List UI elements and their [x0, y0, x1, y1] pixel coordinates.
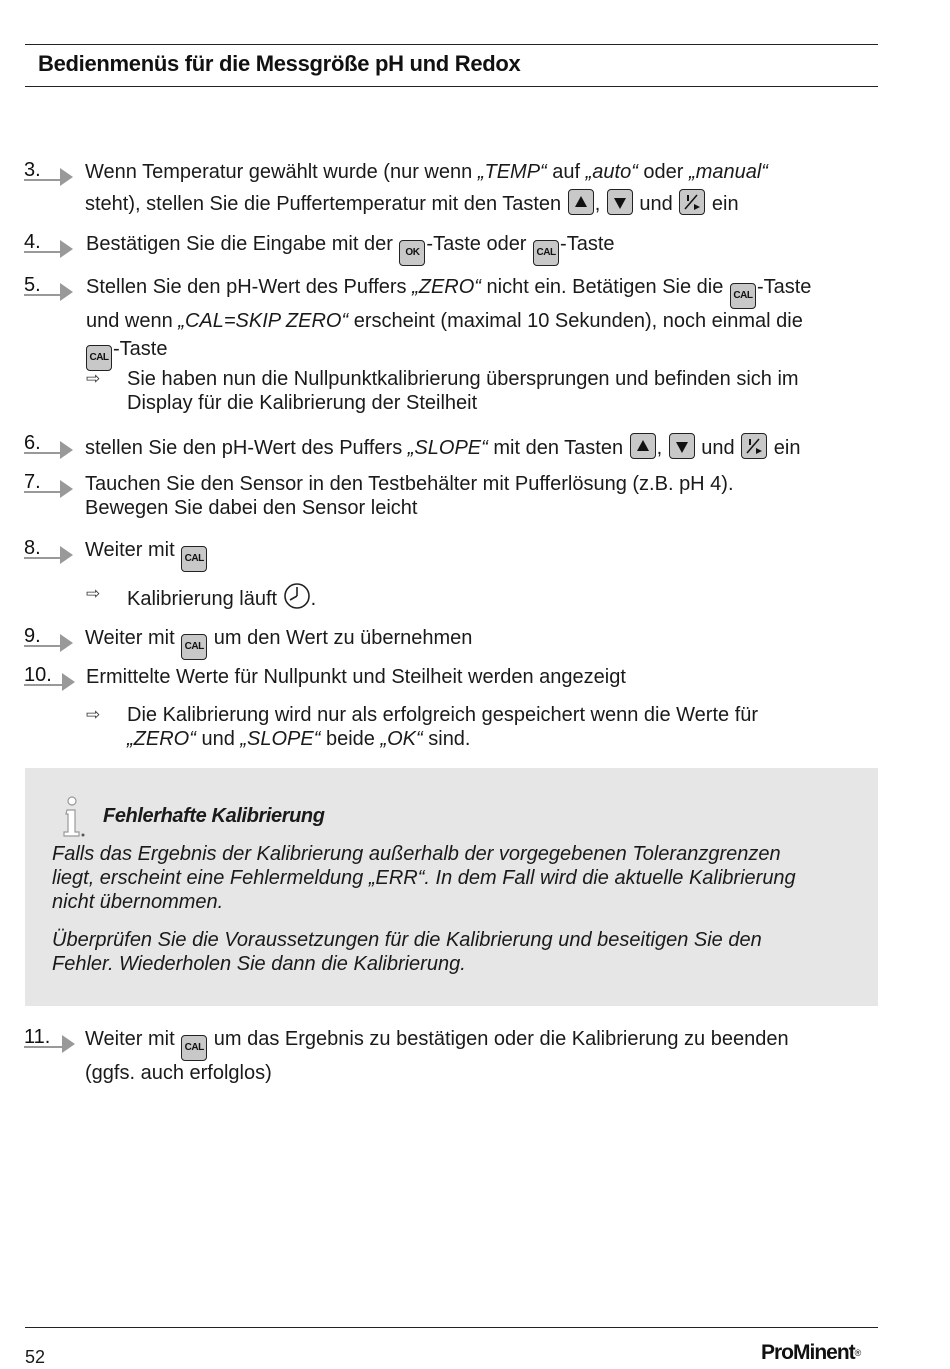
clock-icon — [283, 582, 311, 610]
note-title: Fehlerhafte Kalibrierung — [103, 805, 325, 827]
cal-key-icon: CAL — [533, 240, 559, 266]
step-arrow-icon — [60, 480, 73, 498]
step-number: 6. — [24, 433, 74, 459]
step-number: 3. — [24, 160, 74, 186]
step-text: stellen Sie den pH-Wert des Puffers „SLOPE“ mit den Tasten , und ein — [85, 433, 885, 460]
step-number: 4. — [24, 232, 74, 258]
down-key-icon — [607, 189, 633, 215]
header-top-rule — [25, 44, 878, 45]
step-number: 8. — [24, 538, 74, 564]
enter-key-icon — [679, 189, 705, 215]
prominent-logo: ProMinent® — [761, 1341, 862, 1364]
result-arrow-icon: ⇨ — [86, 369, 101, 388]
result-arrow-icon: ⇨ — [86, 584, 101, 603]
step-arrow-icon — [60, 546, 73, 564]
note-box — [25, 768, 878, 1006]
page-title: Bedienmenüs für die Messgröße pH und Redox — [38, 51, 521, 76]
step-text: Ermittelte Werte für Nullpunkt und Steilheit werden angezeigt — [86, 666, 626, 688]
footer-rule — [25, 1327, 878, 1328]
up-key-icon — [630, 433, 656, 459]
step-text: Bestätigen Sie die Eingabe mit der OK -Taste oder CAL -Taste — [86, 232, 886, 266]
result-arrow-icon: ⇨ — [86, 705, 101, 724]
cal-key-icon: CAL — [86, 345, 112, 371]
step-arrow-icon — [60, 240, 73, 258]
header-bottom-rule — [25, 86, 878, 87]
note-paragraph-1: Falls das Ergebnis der Kalibrierung außerhalb der vorgegebenen Toleranzgrenzen liegt, erscheint eine Fehlermeldung „ERR“. In dem Fall wird die aktuelle Kalibrierung nicht übernommen. — [52, 843, 796, 913]
down-key-icon — [669, 433, 695, 459]
enter-key-icon — [741, 433, 767, 459]
step-arrow-icon — [60, 441, 73, 459]
step-text: Stellen Sie den pH-Wert des Puffers „ZERO“ nicht ein. Betätigen Sie die CAL -Taste und wenn „CAL=SKIP ZERO“ erscheint (maximal 10 Sekunden), noch einmal die CAL -Taste — [86, 275, 886, 371]
result-text: Kalibrierung läuft . — [127, 582, 867, 611]
step-text: Wenn Temperatur gewählt wurde (nur wenn „TEMP“ auf „auto“ oder „manual“ steht), stellen Sie die Puffertemperatur mit den Tasten , und ein — [85, 161, 768, 215]
result-text: Die Kalibrierung wird nur als erfolgreich gespeichert wenn die Werte für „ZERO“ und „SLOPE“ beide „OK“ sind. — [127, 704, 759, 750]
step-text: Weiter mit CAL — [85, 538, 885, 572]
cal-key-icon: CAL — [181, 546, 207, 572]
step-arrow-icon — [62, 673, 75, 691]
step-arrow-icon — [60, 283, 73, 301]
step-number: 11. — [24, 1027, 74, 1053]
step-number: 5. — [24, 275, 74, 301]
step-arrow-icon — [60, 168, 73, 186]
note-paragraph-2: Überprüfen Sie die Voraussetzungen für die Kalibrierung und beseitigen Sie den Fehler. Wiederholen Sie dann die Kalibrierung. — [52, 929, 762, 975]
info-icon — [60, 796, 86, 840]
step-number: 7. — [24, 472, 74, 498]
cal-key-icon: CAL — [181, 1035, 207, 1061]
cal-key-icon: CAL — [730, 283, 756, 309]
step-arrow-icon — [60, 634, 73, 652]
cal-key-icon: CAL — [181, 634, 207, 660]
ok-key-icon: OK — [399, 240, 425, 266]
step-text: Tauchen Sie den Sensor in den Testbehälter mit Pufferlösung (z.B. pH 4). Bewegen Sie dabei den Sensor leicht — [85, 473, 734, 519]
step-arrow-icon — [62, 1035, 75, 1053]
result-text: Sie haben nun die Nullpunktkalibrierung übersprungen und befinden sich im Display für die Kalibrierung der Steilheit — [127, 368, 799, 414]
step-number: 9. — [24, 626, 74, 652]
page-number: 52 — [25, 1347, 46, 1367]
step-text: Weiter mit CAL um das Ergebnis zu bestätigen oder die Kalibrierung zu beenden (ggfs. auch erfolglos) — [85, 1028, 789, 1084]
up-key-icon — [568, 189, 594, 215]
step-text: Weiter mit CAL um den Wert zu übernehmen — [85, 626, 885, 660]
step-number: 10. — [24, 665, 74, 691]
